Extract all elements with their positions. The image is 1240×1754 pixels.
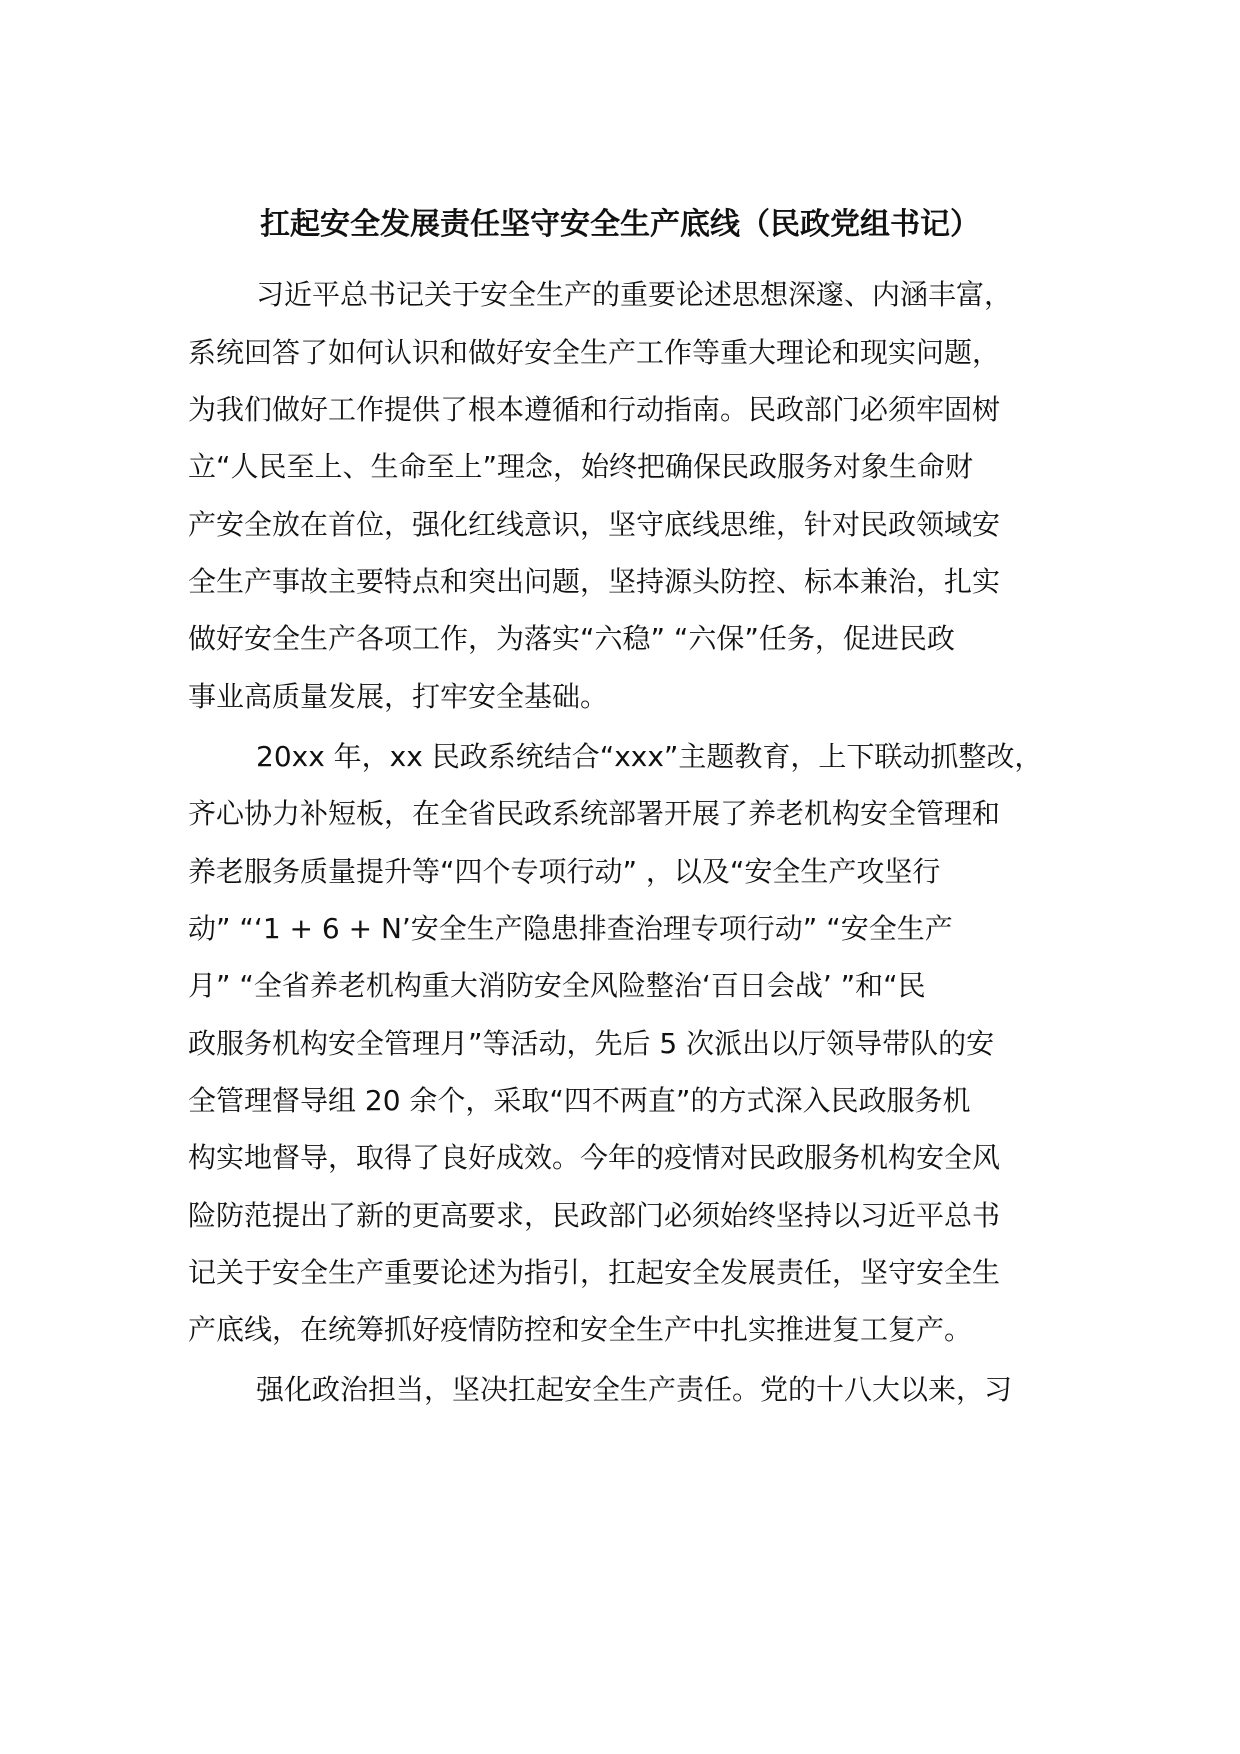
paragraph-line: 政服务机构安全管理月”等活动，先后 5 次派出以厅领导带队的安 <box>188 1027 995 1060</box>
paragraph-line: 险防范提出了新的更高要求，民政部门必须始终坚持以习近平总书 <box>188 1199 1001 1232</box>
paragraph-line: 立“人民至上、生命至上”理念，始终把确保民政服务对象生命财 <box>188 450 974 483</box>
paragraph-line: 全管理督导组 20 余个，采取“四不两直”的方式深入民政服务机 <box>188 1084 971 1117</box>
paragraph-line: 系统回答了如何认识和做好安全生产工作等重大理论和现实问题， <box>188 336 1001 369</box>
paragraph-line: 产安全放在首位，强化红线意识，坚守底线思维，针对民政领域安 <box>188 508 1001 541</box>
paragraph-line: 习近平总书记关于安全生产的重要论述思想深邃、内涵丰富， <box>256 278 1013 311</box>
paragraph-line: 构实地督导，取得了良好成效。今年的疫情对民政服务机构安全风 <box>188 1141 1001 1174</box>
paragraph-line: 齐心协力补短板，在全省民政系统部署开展了养老机构安全管理和 <box>188 797 1001 830</box>
paragraph-line: 月” “全省养老机构重大消防安全风险整治‘百日会战’ ”和“民 <box>188 969 926 1002</box>
paragraph-line: 记关于安全生产重要论述为指引，扛起安全发展责任，坚守安全生 <box>188 1256 1001 1289</box>
paragraph-line: 养老服务质量提升等“四个专项行动” ，以及“安全生产攻坚行 <box>188 855 941 888</box>
paragraph-line: 动” “‘1 + 6 + N’安全生产隐患排查治理专项行动” “安全生产 <box>188 912 953 945</box>
paragraph-line: 事业高质量发展，打牢安全基础。 <box>188 680 609 713</box>
paragraph-line: 强化政治担当，坚决扛起安全生产责任。党的十八大以来，习 <box>256 1373 1013 1406</box>
paragraph-line: 为我们做好工作提供了根本遵循和行动指南。民政部门必须牢固树 <box>188 393 1001 426</box>
paragraph-line: 20xx 年，xx 民政系统结合“xxx”主题教育，上下联动抓整改， <box>256 740 1043 773</box>
paragraph-line: 产底线，在统筹抓好疫情防控和安全生产中扎实推进复工复产。 <box>188 1313 973 1346</box>
document-title: 扛起安全发展责任坚守安全生产底线（民政党组书记） <box>260 207 980 242</box>
paragraph-line: 全生产事故主要特点和突出问题，坚持源头防控、标本兼治，扎实 <box>188 565 1001 598</box>
paragraph-line: 做好安全生产各项工作，为落实“六稳” “六保”任务，促进民政 <box>188 622 955 655</box>
